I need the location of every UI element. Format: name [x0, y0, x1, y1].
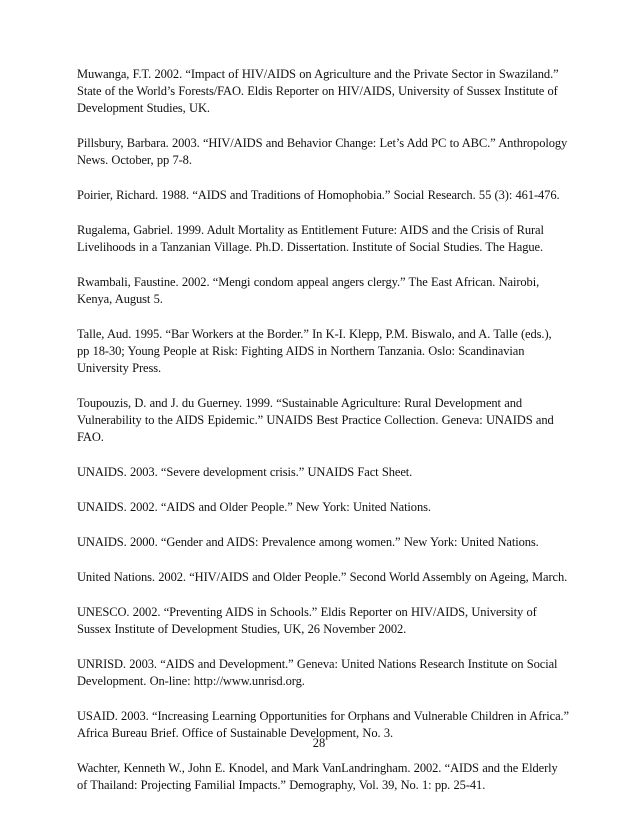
- reference-entry: UNRISD. 2003. “AIDS and Development.” Geneva: United Nations Research Institute on Social Development. On-line: http://www.unrisd.org.: [77, 657, 558, 688]
- reference-entry: Talle, Aud. 1995. “Bar Workers at the Border.” In K-I. Klepp, P.M. Biswalo, and A. Talle (eds.), pp 18-30; Young People at Risk: Fighting AIDS in Northern Tanzania. Oslo: Scandinavian University Press.: [77, 327, 552, 375]
- reference-entry: Muwanga, F.T. 2002. “Impact of HIV/AIDS on Agriculture and the Private Sector in Swaziland.” State of the World’s Forests/FAO. Eldis Reporter on HIV/AIDS, University of Sussex Institute of Development Studies, UK.: [77, 67, 559, 115]
- reference-entry: UNAIDS. 2003. “Severe development crisis.” UNAIDS Fact Sheet.: [77, 465, 413, 479]
- reference-entry: Rugalema, Gabriel. 1999. Adult Mortality as Entitlement Future: AIDS and the Crisis of Rural Livelihoods in a Tanzanian Village. Ph.D. Dissertation. Institute of Social Studies. The Hague.: [77, 223, 544, 254]
- reference-entry: United Nations. 2002. “HIV/AIDS and Older People.” Second World Assembly on Ageing, March.: [77, 570, 568, 584]
- reference-entry: Rwambali, Faustine. 2002. “Mengi condom appeal angers clergy.” The East African. Nairobi, Kenya, August 5.: [77, 275, 540, 306]
- reference-entry: UNESCO. 2002. “Preventing AIDS in Schools.” Eldis Reporter on HIV/AIDS, University of Sussex Institute of Development Studies, UK, 26 November 2002.: [77, 605, 537, 636]
- reference-entry: USAID. 2003. “Increasing Learning Opportunities for Orphans and Vulnerable Children in Africa.” Africa Bureau Brief. Office of Sustainable Development, No. 3.: [77, 709, 569, 740]
- reference-entry: UNAIDS. 2000. “Gender and AIDS: Prevalence among women.” New York: United Nations.: [77, 535, 539, 549]
- reference-entry: Poirier, Richard. 1988. “AIDS and Traditions of Homophobia.” Social Research. 55 (3): 461-476.: [77, 188, 560, 202]
- reference-list: [77, 66, 587, 812]
- reference-entry: Toupouzis, D. and J. du Guerney. 1999. “Sustainable Agriculture: Rural Development and Vulnerability to the AIDS Epidemic.” UNAIDS Best Practice Collection. Geneva: UNAIDS and FAO.: [77, 396, 554, 444]
- page-number: 28: [312, 736, 326, 750]
- reference-entry: UNAIDS. 2002. “AIDS and Older People.” New York: United Nations.: [77, 500, 431, 514]
- reference-entry: Wachter, Kenneth W., John E. Knodel, and Mark VanLandringham. 2002. “AIDS and the Elderly of Thailand: Projecting Familial Impacts.” Demography, Vol. 39, No. 1: pp. 25-41.: [77, 761, 558, 792]
- reference-entry: Pillsbury, Barbara. 2003. “HIV/AIDS and Behavior Change: Let’s Add PC to ABC.” Anthropology News. October, pp 7-8.: [77, 136, 568, 167]
